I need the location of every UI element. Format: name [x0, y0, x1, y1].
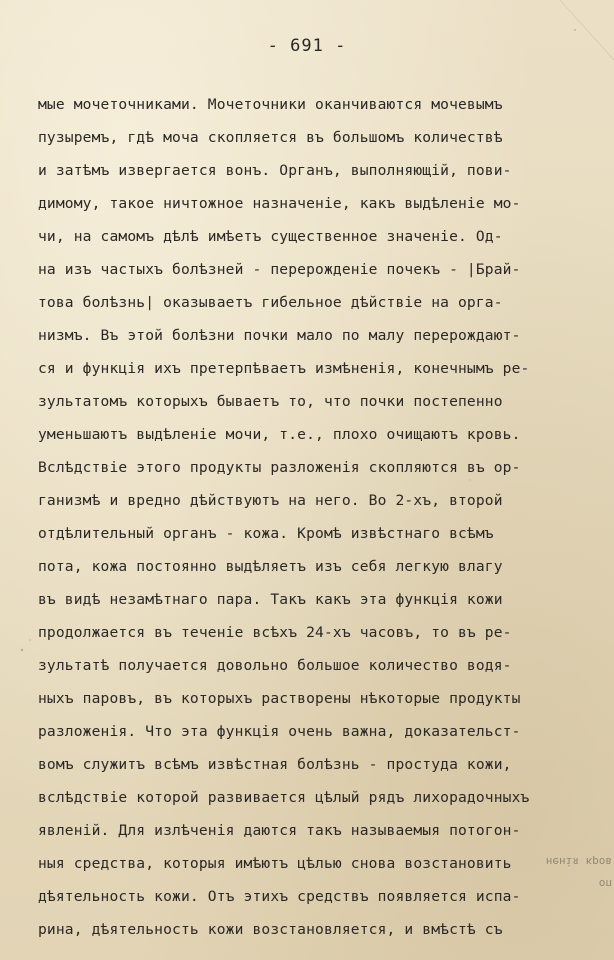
text-line: дѣятельность кожи. Отъ этихъ средствъ появляется испа- [38, 888, 521, 905]
page-number: - 691 - [267, 36, 347, 56]
text-line: ныхъ паровъ, въ которыхъ растворены нѣкоторые продукты [38, 690, 521, 707]
text-line: вомъ служитъ всѣмъ извѣстная болѣзнь - простуда кожи, [38, 756, 512, 773]
text-line: рина, дѣятельность кожи возстановляется, и вмѣстѣ съ [38, 921, 503, 938]
bleed-through-text [546, 850, 612, 894]
text-line: пузыремъ, гдѣ моча скопляется въ большомъ количествѣ [38, 129, 503, 146]
text-line: вслѣдствіе которой развивается цѣлый рядъ лихорадочныхъ [38, 789, 530, 806]
text-line: зультатомъ которыхъ бываетъ то, что почки постепенно [38, 393, 503, 410]
text-line: и затѣмъ извергается вонъ. Органъ, выполняющій, пови- [38, 162, 512, 179]
text-line: пота, кожа постоянно выдѣляетъ изъ себя легкую влагу [38, 558, 503, 575]
text-line: Вслѣдствіе этого продукты разложенія скопляются въ ор- [38, 459, 521, 476]
text-line: ся и функція ихъ претерпѣваетъ измѣненія, конечнымъ ре- [38, 360, 530, 377]
text-line: отдѣлительный органъ - кожа. Кромѣ извѣстнаго всѣмъ [38, 525, 494, 542]
text-line: на изъ частыхъ болѣзней - перерожденіе почекъ - |Брай- [38, 261, 521, 278]
body-text [38, 88, 598, 946]
text-line: чи, на самомъ дѣлѣ имѣетъ существенное значеніе. Од- [38, 228, 503, 245]
bleed-line: ненія кров [545, 855, 612, 868]
text-line: ганизмѣ и вредно дѣйствуютъ на него. Во 2-хъ, второй [38, 492, 503, 509]
text-line: димому, такое ничтожное назначеніе, какъ выдѣленіе мо- [38, 195, 521, 212]
text-line: разложенія. Что эта функція очень важна, доказательст- [38, 723, 521, 740]
text-line: това болѣзнь| оказываетъ гибельное дѣйствіе на орга- [38, 294, 503, 311]
text-line: ныя средства, которыя имѣютъ цѣлью снова возстановить [38, 855, 512, 872]
text-line: зультатѣ получается довольно большое количество водя- [38, 657, 512, 674]
text-line: низмъ. Въ этой болѣзни почки мало по малу перерождают- [38, 327, 521, 344]
text-line: въ видѣ незамѣтнаго пара. Такъ какъ эта функція кожи [38, 591, 503, 608]
text-line: уменьшаютъ выдѣленіе мочи, т.е., плохо очищаютъ кровь. [38, 426, 521, 443]
text-line: явленій. Для излѣченія даются такъ называемыя потогон- [38, 822, 521, 839]
text-line: продолжается въ теченіе всѣхъ 24-хъ часовъ, то въ ре- [38, 624, 512, 641]
text-line: мые мочеточниками. Мочеточники оканчиваются мочевымъ [38, 96, 503, 113]
bleed-line: оп [598, 877, 612, 890]
